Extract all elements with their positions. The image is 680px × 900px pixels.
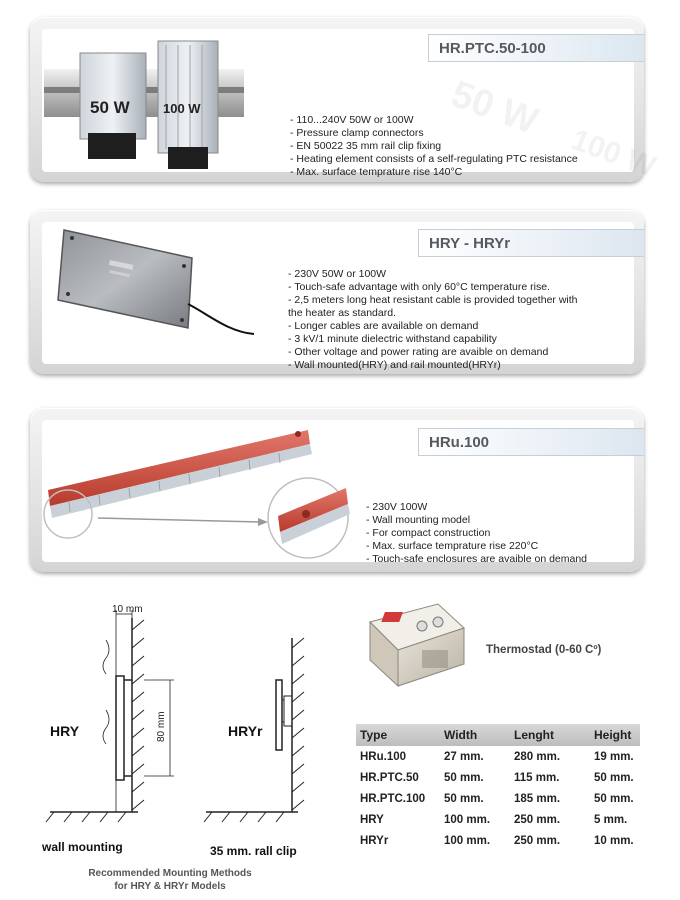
- table-row: [356, 830, 640, 851]
- cell-type: HRu.100: [360, 751, 407, 763]
- cell-length: 115 mm.: [514, 772, 560, 784]
- hru-heater-image: [40, 422, 370, 562]
- feature-list: [290, 114, 578, 179]
- caption-wall-mounting: wall mounting: [42, 840, 123, 854]
- cell-width: 100 mm.: [444, 814, 491, 826]
- badge-100w: 100 W: [163, 101, 201, 116]
- feature-item: - Other voltage and power rating are avaible on demand: [288, 346, 549, 358]
- feature-item: - 3 kV/1 minute dielectric withstand capability: [288, 333, 497, 345]
- mounting-footer-line2: for HRY & HRYr Models: [114, 881, 226, 892]
- label-hry: HRY: [50, 723, 80, 739]
- col-length: Lenght: [510, 724, 590, 746]
- mounting-diagram: [20, 600, 340, 890]
- feature-item: - Pressure clamp connectors: [290, 127, 424, 139]
- cell-width: 100 mm.: [444, 835, 491, 847]
- feature-item: - Touch-safe advantage with only 60°C temperature rise.: [288, 281, 550, 293]
- thermostat-label: Thermostad (0-60 Cº): [486, 644, 602, 656]
- dim-top-label: 10 mm: [112, 604, 143, 615]
- feature-item: - Longer cables are available on demand: [288, 320, 479, 332]
- cell-height: 50 mm.: [594, 772, 634, 784]
- product-panel-hr-ptc: [30, 17, 660, 184]
- table-header-row: [356, 724, 640, 746]
- cell-height: 19 mm.: [594, 751, 634, 763]
- feature-list: [288, 268, 578, 372]
- hry-heater-image: [58, 224, 258, 336]
- feature-item: - Wall mounting model: [366, 514, 471, 526]
- feature-item: - 110...240V 50W or 100W: [290, 114, 414, 126]
- feature-item: - Max. surface temprature rise 140°C: [290, 166, 463, 178]
- cell-width: 27 mm.: [444, 751, 484, 763]
- table-row: [356, 746, 640, 767]
- caption-rail-clip: 35 mm. rall clip: [210, 844, 297, 858]
- badge-50w: 50 W: [90, 98, 130, 117]
- feature-item: - 2,5 meters long heat resistant cable is provided together with: [288, 294, 578, 306]
- cell-length: 185 mm.: [514, 793, 561, 805]
- table-row: [356, 788, 640, 809]
- product-panel-hry: [30, 210, 644, 374]
- product-title: HRY - HRYr: [418, 229, 644, 257]
- product-title: HR.PTC.50-100: [428, 34, 644, 62]
- product-title: HRu.100: [418, 428, 644, 456]
- watermark-100w: 100 W: [567, 123, 660, 184]
- cell-length: 250 mm.: [514, 814, 561, 826]
- mounting-footer-line1: Recommended Mounting Methods: [88, 868, 252, 879]
- thermostat-image: [360, 598, 470, 690]
- cell-height: 50 mm.: [594, 793, 634, 805]
- cell-height: 10 mm.: [594, 835, 634, 847]
- cell-type: HRY: [360, 814, 384, 826]
- cell-type: HR.PTC.50: [360, 772, 419, 784]
- feature-list: [366, 501, 587, 566]
- feature-item: - Max. surface temprature rise 220°C: [366, 540, 539, 552]
- label-hryr: HRYr: [228, 723, 263, 739]
- col-height: Height: [590, 724, 640, 746]
- feature-item: - For compact construction: [366, 527, 491, 539]
- feature-item: - Wall mounted(HRY) and rail mounted(HRYr): [288, 359, 501, 371]
- cell-length: 250 mm.: [514, 835, 561, 847]
- feature-item: - Touch-safe enclosures are avaible on demand: [366, 553, 588, 565]
- feature-item: - Heating element consists of a self-regulating PTC resistance: [290, 153, 578, 165]
- cell-height: 5 mm.: [594, 814, 628, 826]
- feature-item: - 230V 50W or 100W: [288, 268, 387, 280]
- cell-type: HR.PTC.100: [360, 793, 426, 805]
- hry-wall-drawing: [46, 610, 174, 822]
- col-type: Type: [356, 724, 440, 746]
- cell-length: 280 mm.: [514, 751, 561, 763]
- feature-item: - 230V 100W: [366, 501, 428, 513]
- feature-item: - EN 50022 35 mm rail clip fixing: [290, 140, 442, 152]
- product-panel-hru: [30, 408, 644, 572]
- table-row: [356, 809, 640, 830]
- col-width: Width: [440, 724, 510, 746]
- cell-width: 50 mm.: [444, 793, 484, 805]
- cell-width: 50 mm.: [444, 772, 484, 784]
- ptc-heater-image: [44, 25, 244, 177]
- feature-item: the heater as standard.: [288, 307, 396, 319]
- watermark-50w: 50 W: [445, 73, 544, 143]
- table-row: [356, 767, 640, 788]
- spec-table: [356, 724, 640, 851]
- cell-type: HRYr: [360, 835, 389, 847]
- dim-side-label: 80 mm: [156, 711, 167, 742]
